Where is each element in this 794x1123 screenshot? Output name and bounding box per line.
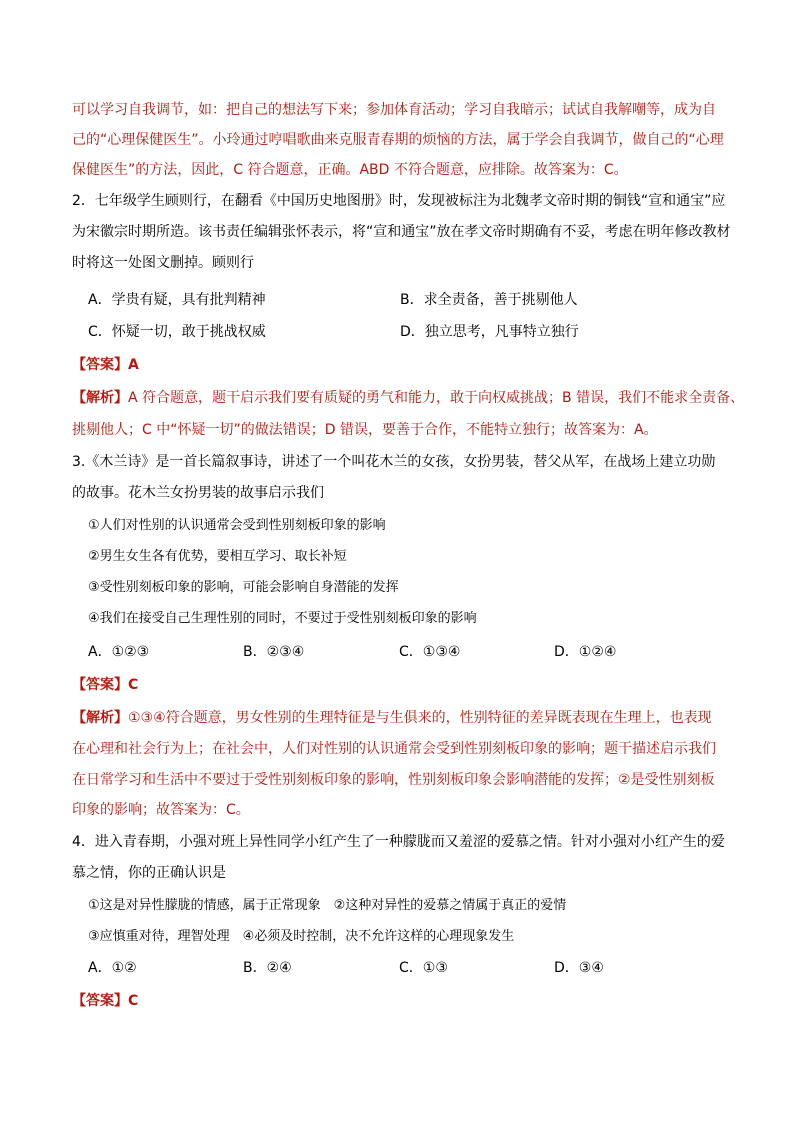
q3-option-c: C．①③④	[399, 644, 461, 660]
prev-explanation-line: 可以学习自我调节，如：把自己的想法写下来；参加体育活动；学习自我暗示；试试自我解嘲等，成为自	[72, 102, 716, 118]
q2-option-c: C．怀疑一切，敢于挑战权威	[88, 324, 266, 340]
q4-option-a: A．①②	[88, 960, 137, 976]
q2-analysis-line: 挑剔他人；C 中“怀疑一切”的做法错误；D 错误，要善于合作，不能特立独行；故答案为：A。	[72, 422, 658, 438]
answer-tag: 【答案】	[72, 993, 128, 1009]
prev-explanation-line: 保健医生”的方法，因此，C 符合题意，正确。ABD 不符合题意，应排除。故答案为：C。	[72, 162, 628, 178]
q3-option-a: A．①②③	[88, 644, 150, 660]
analysis-text: ①③④符合题意，男女性别的生理特征是与生俱来的，性别特征的差异既表现在生理上，也表现	[128, 710, 712, 726]
q4-stem-line: 4．进入青春期，小强对班上异性同学小红产生了一种朦胧而又羞涩的爱慕之情。针对小强对小红产生的爱	[72, 834, 725, 850]
analysis-tag: 【解析】	[72, 390, 128, 406]
q3-analysis-line: 在心理和社会行为上；在社会中，人们对性别的认识通常会受到性别刻板印象的影响；题干描述启示我们	[72, 741, 716, 757]
q3-answer	[72, 675, 138, 695]
q2-option-d: D．独立思考，凡事特立独行	[400, 324, 579, 340]
q3-stem-line: 的故事。花木兰女扮男装的故事启示我们	[72, 485, 324, 501]
q3-option-b: B．②③④	[243, 644, 305, 660]
q4-option-c: C．①③	[399, 960, 448, 976]
q2-answer	[72, 355, 139, 375]
q3-analysis-line: 印象的影响；故答案为：C。	[72, 802, 250, 818]
q4-option-b: B．②④	[243, 960, 292, 976]
q3-analysis-line	[72, 708, 712, 728]
q4-statement: ③应慎重对待，理智处理 ④必须及时控制，决不允许这样的心理现象发生	[88, 929, 515, 944]
q2-analysis-line	[72, 388, 744, 408]
q4-stem-line: 慕之情，你的正确认识是	[72, 865, 226, 881]
answer-value: A	[128, 357, 139, 373]
q3-statement: ④我们在接受自己生理性别的同时，不要过于受性别刻板印象的影响	[88, 611, 477, 626]
q2-stem-line: 2．七年级学生顾则行，在翻看《中国历史地图册》时，发现被标注为北魏孝文帝时期的铜钱“宣和通宝”应	[72, 193, 726, 209]
q2-stem-line: 为宋徽宗时期所造。该书责任编辑张怀表示，将“宣和通宝”放在孝文帝时期确有不妥，考虑在明年修改教材	[72, 224, 731, 240]
q3-analysis-line: 在日常学习和生活中不要过于受性别刻板印象的影响，性别刻板印象会影响潜能的发挥；②是受性别刻板	[72, 772, 715, 788]
prev-explanation-line: 己的“心理保健医生”。小玲通过哼唱歌曲来克服青春期的烦恼的方法，属于学会自我调节，做自己的“心理	[72, 132, 724, 148]
answer-value: C	[128, 677, 139, 693]
q3-option-d: D．①②④	[554, 644, 617, 660]
q3-statement: ②男生女生各有优势，要相互学习、取长补短	[88, 549, 347, 564]
answer-tag: 【答案】	[72, 357, 128, 373]
q4-statement: ①这是对异性朦胧的情感，属于正常现象 ②这种对异性的爱慕之情属于真正的爱情	[88, 898, 567, 913]
q3-stem-line: 3.《木兰诗》是一首长篇叙事诗，讲述了一个叫花木兰的女孩，女扮男装，替父从军，在战场上建立功勋	[72, 454, 716, 470]
q3-statement: ①人们对性别的认识通常会受到性别刻板印象的影响	[88, 518, 386, 533]
analysis-text: A 符合题意，题干启示我们要有质疑的勇气和能力，敢于向权威挑战；B 错误，我们不能求全责备、	[128, 390, 745, 406]
answer-tag: 【答案】	[72, 677, 128, 693]
q2-option-b: B．求全责备，善于挑剔他人	[400, 292, 578, 308]
answer-value: C	[128, 993, 139, 1009]
q4-option-d: D．③④	[554, 960, 604, 976]
q4-answer	[72, 991, 138, 1011]
analysis-tag: 【解析】	[72, 710, 128, 726]
q2-option-a: A．学贵有疑，具有批判精神	[88, 292, 266, 308]
q3-statement: ③受性别刻板印象的影响，可能会影响自身潜能的发挥	[88, 580, 399, 595]
q2-stem-line: 时将这一处图文删掉。顾则行	[72, 255, 254, 271]
